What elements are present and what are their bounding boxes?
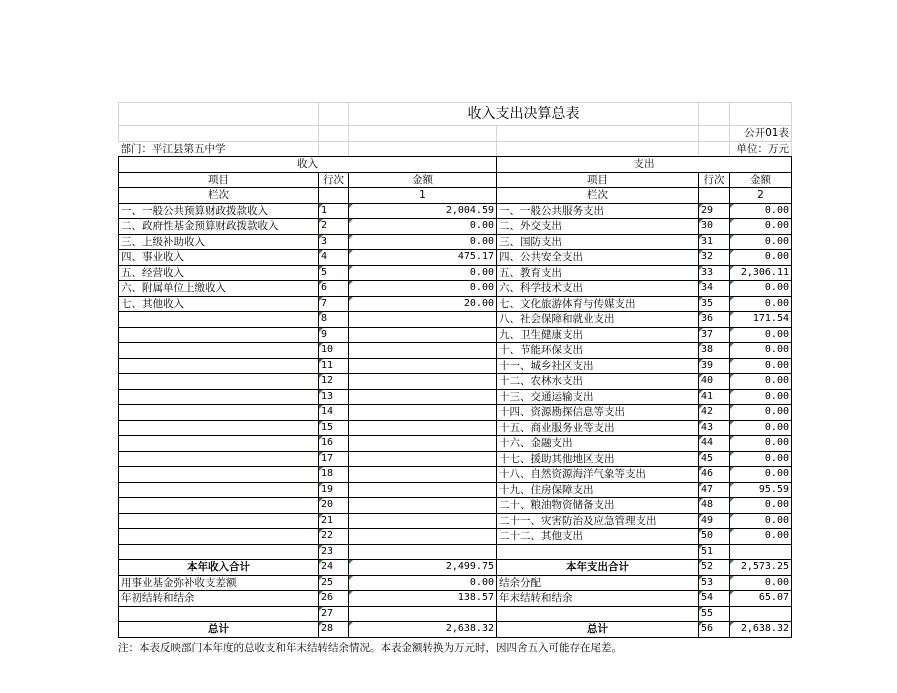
expense-row-number: 53	[699, 575, 730, 591]
expense-item: 九、卫生健康支出	[497, 327, 699, 343]
table-row	[119, 203, 792, 219]
income-item: 四、事业收入	[119, 250, 319, 266]
expense-row-number: 33	[699, 265, 730, 281]
income-amount: 0.00	[349, 265, 497, 281]
income-row-number: 25	[319, 575, 349, 591]
expense-row-number: 44	[699, 436, 730, 452]
expense-item: 十七、援助其他地区支出	[497, 451, 699, 467]
expense-row-number: 35	[699, 296, 730, 312]
income-row-number: 23	[319, 544, 349, 560]
income-row-number: 5	[319, 265, 349, 281]
expense-amount: 0.00	[730, 405, 792, 421]
income-amount	[349, 312, 497, 328]
expense-row-number: 45	[699, 451, 730, 467]
income-item: 本年收入合计	[119, 560, 319, 576]
income-amount	[349, 606, 497, 622]
expense-amount: 2,638.32	[730, 622, 792, 638]
expense-item: 八、社会保障和就业支出	[497, 312, 699, 328]
expense-amount: 0.00	[730, 219, 792, 235]
income-row-number: 11	[319, 358, 349, 374]
income-row-number: 1	[319, 203, 349, 219]
expense-amount	[730, 544, 792, 560]
table-row	[119, 560, 792, 576]
expense-item: 三、国防支出	[497, 234, 699, 250]
expense-item: 十四、资源勘探信息等支出	[497, 405, 699, 421]
expense-item: 二、外交支出	[497, 219, 699, 235]
income-item	[119, 606, 319, 622]
expense-item: 十二、农林水支出	[497, 374, 699, 390]
table-row	[119, 591, 792, 607]
income-row-number: 16	[319, 436, 349, 452]
expense-rowno-header: 行次	[699, 172, 730, 188]
income-row-number: 22	[319, 529, 349, 545]
table-row	[119, 451, 792, 467]
expense-row-number: 38	[699, 343, 730, 359]
income-row-number: 21	[319, 513, 349, 529]
income-item	[119, 358, 319, 374]
income-item	[119, 436, 319, 452]
table-row	[119, 622, 792, 638]
income-rowno-header: 行次	[319, 172, 349, 188]
expense-row-number: 50	[699, 529, 730, 545]
expense-item: 二十二、其他支出	[497, 529, 699, 545]
expense-row-number: 54	[699, 591, 730, 607]
table-row	[119, 312, 792, 328]
income-column-label: 栏次	[119, 188, 319, 204]
expense-row-number: 34	[699, 281, 730, 297]
expense-amount: 0.00	[730, 467, 792, 483]
income-column-number: 1	[349, 188, 497, 204]
expense-row-number: 48	[699, 498, 730, 514]
income-item	[119, 451, 319, 467]
income-item: 总计	[119, 622, 319, 638]
expense-row-number: 46	[699, 467, 730, 483]
expense-amount: 0.00	[730, 498, 792, 514]
income-amount: 0.00	[349, 219, 497, 235]
table-row	[119, 529, 792, 545]
income-row-number: 14	[319, 405, 349, 421]
expense-column-number: 2	[730, 188, 792, 204]
expense-row-number: 36	[699, 312, 730, 328]
income-amount: 138.57	[349, 591, 497, 607]
expense-item: 十、节能环保支出	[497, 343, 699, 359]
income-item-header: 项目	[119, 172, 319, 188]
expense-row-number: 47	[699, 482, 730, 498]
expense-row-number: 52	[699, 560, 730, 576]
income-amount	[349, 343, 497, 359]
expense-row-number: 40	[699, 374, 730, 390]
title-spacer-left	[119, 103, 319, 126]
table-row	[119, 327, 792, 343]
income-amount	[349, 420, 497, 436]
expense-item: 五、教育支出	[497, 265, 699, 281]
income-item: 五、经营收入	[119, 265, 319, 281]
expense-row-number: 49	[699, 513, 730, 529]
expense-column-label: 栏次	[497, 188, 699, 204]
expense-amount	[730, 606, 792, 622]
expense-amount: 0.00	[730, 250, 792, 266]
income-amount: 2,004.59	[349, 203, 497, 219]
income-amount	[349, 498, 497, 514]
income-item	[119, 498, 319, 514]
income-row-number: 10	[319, 343, 349, 359]
expense-amount: 0.00	[730, 436, 792, 452]
income-amount	[349, 513, 497, 529]
expense-row-number: 37	[699, 327, 730, 343]
title-spacer-right	[699, 103, 730, 126]
table-row	[119, 219, 792, 235]
spreadsheet	[118, 102, 791, 655]
income-row-number: 15	[319, 420, 349, 436]
table-row	[119, 606, 792, 622]
income-row-number: 19	[319, 482, 349, 498]
expense-amount: 0.00	[730, 420, 792, 436]
table-row	[119, 250, 792, 266]
income-expense-table	[118, 102, 792, 638]
income-row-number: 7	[319, 296, 349, 312]
table-row	[119, 343, 792, 359]
table-row	[119, 358, 792, 374]
department-label: 部门：平江县第五中学	[119, 141, 319, 157]
income-amount: 0.00	[349, 281, 497, 297]
income-item	[119, 405, 319, 421]
expense-item-header: 项目	[497, 172, 699, 188]
income-amount-header: 金额	[349, 172, 497, 188]
expense-amount: 0.00	[730, 451, 792, 467]
income-item: 三、上级补助收入	[119, 234, 319, 250]
expense-amount: 0.00	[730, 374, 792, 390]
expense-item: 十九、住房保障支出	[497, 482, 699, 498]
expense-row-number: 41	[699, 389, 730, 405]
income-amount	[349, 529, 497, 545]
table-row	[119, 467, 792, 483]
income-row-number: 3	[319, 234, 349, 250]
expense-amount: 0.00	[730, 343, 792, 359]
expense-row-number: 51	[699, 544, 730, 560]
income-row-number: 18	[319, 467, 349, 483]
expense-amount: 0.00	[730, 513, 792, 529]
income-amount	[349, 389, 497, 405]
expense-amount: 0.00	[730, 575, 792, 591]
income-item: 用事业基金弥补收支差额	[119, 575, 319, 591]
table-row	[119, 420, 792, 436]
income-row-number: 26	[319, 591, 349, 607]
expense-item: 四、公共安全支出	[497, 250, 699, 266]
income-row-number: 24	[319, 560, 349, 576]
form-code: 公开01表	[730, 126, 792, 142]
income-amount: 0.00	[349, 575, 497, 591]
expense-row-number: 42	[699, 405, 730, 421]
expense-amount: 65.07	[730, 591, 792, 607]
income-row-number: 13	[319, 389, 349, 405]
income-amount	[349, 405, 497, 421]
expense-item	[497, 544, 699, 560]
expense-item	[497, 606, 699, 622]
income-row-number: 28	[319, 622, 349, 638]
income-row-number: 27	[319, 606, 349, 622]
expense-header: 支出	[497, 157, 792, 173]
expense-amount: 0.00	[730, 234, 792, 250]
income-item	[119, 467, 319, 483]
expense-item: 结余分配	[497, 575, 699, 591]
expense-amount: 95.59	[730, 482, 792, 498]
table-row	[119, 281, 792, 297]
income-item	[119, 374, 319, 390]
expense-amount-header: 金额	[730, 172, 792, 188]
expense-item: 年末结转和结余	[497, 591, 699, 607]
expense-amount: 2,306.11	[730, 265, 792, 281]
income-row-number: 17	[319, 451, 349, 467]
table-row	[119, 575, 792, 591]
income-item	[119, 389, 319, 405]
income-amount	[349, 544, 497, 560]
expense-item: 六、科学技术支出	[497, 281, 699, 297]
expense-amount: 0.00	[730, 203, 792, 219]
income-amount: 475.17	[349, 250, 497, 266]
income-amount	[349, 451, 497, 467]
income-amount: 20.00	[349, 296, 497, 312]
income-row-number: 8	[319, 312, 349, 328]
income-amount: 0.00	[349, 234, 497, 250]
table-row	[119, 544, 792, 560]
expense-row-number: 32	[699, 250, 730, 266]
table-title: 收入支出决算总表	[349, 103, 699, 126]
income-item	[119, 327, 319, 343]
expense-amount: 0.00	[730, 358, 792, 374]
table-row	[119, 296, 792, 312]
expense-item: 十八、自然资源海洋气象等支出	[497, 467, 699, 483]
table-row	[119, 265, 792, 281]
expense-amount: 171.54	[730, 312, 792, 328]
income-amount	[349, 374, 497, 390]
expense-item: 总计	[497, 622, 699, 638]
income-amount	[349, 482, 497, 498]
income-item	[119, 529, 319, 545]
income-item	[119, 420, 319, 436]
expense-amount: 0.00	[730, 281, 792, 297]
expense-row-number: 56	[699, 622, 730, 638]
expense-amount: 0.00	[730, 529, 792, 545]
income-row-number: 9	[319, 327, 349, 343]
table-row	[119, 405, 792, 421]
expense-item: 十六、金融支出	[497, 436, 699, 452]
income-row-number: 12	[319, 374, 349, 390]
expense-amount: 2,573.25	[730, 560, 792, 576]
income-item	[119, 482, 319, 498]
income-item	[119, 343, 319, 359]
expense-item: 一、一般公共服务支出	[497, 203, 699, 219]
income-item	[119, 312, 319, 328]
table-row	[119, 482, 792, 498]
expense-row-number: 43	[699, 420, 730, 436]
income-amount	[349, 467, 497, 483]
table-row	[119, 513, 792, 529]
title-spacer-right2	[730, 103, 792, 126]
income-item	[119, 513, 319, 529]
expense-item: 十五、商业服务业等支出	[497, 420, 699, 436]
footnote: 注：本表反映部门本年度的总收支和年末结转结余情况。本表金额转换为万元时，因四舍五入可能存在尾差。	[118, 641, 622, 654]
table-row	[119, 374, 792, 390]
expense-item: 十一、城乡社区支出	[497, 358, 699, 374]
income-item: 年初结转和结余	[119, 591, 319, 607]
income-row-number: 6	[319, 281, 349, 297]
income-amount: 2,499.75	[349, 560, 497, 576]
income-item: 二、政府性基金预算财政拨款收入	[119, 219, 319, 235]
expense-item: 二十、粮油物资储备支出	[497, 498, 699, 514]
income-item: 七、其他收入	[119, 296, 319, 312]
income-item: 六、附属单位上缴收入	[119, 281, 319, 297]
income-amount	[349, 358, 497, 374]
table-row	[119, 436, 792, 452]
expense-row-number: 55	[699, 606, 730, 622]
expense-amount: 0.00	[730, 389, 792, 405]
income-amount	[349, 327, 497, 343]
expense-item: 十三、交通运输支出	[497, 389, 699, 405]
income-item: 一、一般公共预算财政拨款收入	[119, 203, 319, 219]
expense-amount: 0.00	[730, 296, 792, 312]
income-row-number: 4	[319, 250, 349, 266]
income-amount	[349, 436, 497, 452]
income-header: 收入	[119, 157, 497, 173]
expense-amount: 0.00	[730, 327, 792, 343]
expense-item: 二十一、灾害防治及应急管理支出	[497, 513, 699, 529]
unit-label: 单位：万元	[730, 141, 792, 157]
expense-item: 七、文化旅游体育与传媒支出	[497, 296, 699, 312]
expense-item: 本年支出合计	[497, 560, 699, 576]
expense-row-number: 31	[699, 234, 730, 250]
income-row-number: 20	[319, 498, 349, 514]
table-row	[119, 234, 792, 250]
income-amount: 2,638.32	[349, 622, 497, 638]
expense-row-number: 29	[699, 203, 730, 219]
table-row	[119, 498, 792, 514]
income-row-number: 2	[319, 219, 349, 235]
expense-row-number: 39	[699, 358, 730, 374]
title-spacer-left2	[319, 103, 349, 126]
expense-row-number: 30	[699, 219, 730, 235]
income-item	[119, 544, 319, 560]
table-row	[119, 389, 792, 405]
